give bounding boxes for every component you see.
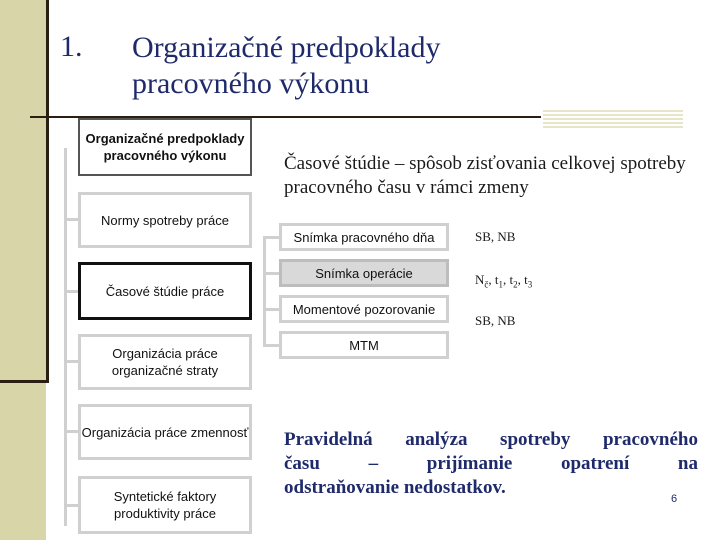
left-decor-line-horizontal [0,380,49,383]
org-tree [56,118,256,538]
page-number: 6 [671,493,678,505]
definition-text: Časové štúdie – spôsob zisťovania celkovej spotreby pracovného času v rámci zmeny [284,153,686,198]
slide-title-line1: Organizačné predpoklady [132,31,441,64]
methods-branch [263,308,279,311]
tree-root: Organizačné predpoklady pracovného výkonu [78,118,252,176]
tree-item-organizacia-straty: Organizácia práce organizačné straty [78,334,252,390]
tree-item-normy: Normy spotreby práce [78,192,252,248]
left-decor-line [46,0,49,383]
method-note-3: SB, NB [475,313,516,328]
slide-title-line2: pracovného výkonu [132,67,370,100]
conclusion-line3: odstraňovanie nedostatkov. [284,477,506,498]
slide-title [132,30,440,102]
tree-item-casove-studie: Časové štúdie práce [78,262,252,320]
conclusion-line1: Pravidelná analýza spotreby pracovného [284,429,698,450]
methods-branch [263,272,279,275]
left-decor-band [0,0,46,540]
method-mtm: MTM [279,331,449,359]
rule-decor-box [541,108,685,130]
method-note-1: SB, NB [475,229,516,244]
method-note-2: $N_č$, $t_1$, $t_2$, $t_3$ [475,272,533,290]
tree-connector [64,148,67,526]
tree-item-organizacia-zmennost: Organizácia práce zmennosť [78,404,252,460]
method-snimka-dna: Snímka pracovného dňa [279,223,449,251]
methods-connector [263,236,266,346]
methods-branch [263,344,279,347]
methods-branch [263,236,279,239]
slide-number: 1. [60,30,83,63]
conclusion-line2: času – prijímanie opatrení na [284,453,698,474]
method-momentove: Momentové pozorovanie [279,295,449,323]
method-snimka-operacie: Snímka operácie [279,259,449,287]
conclusion-text [284,428,698,500]
tree-item-syntetike-faktory: Syntetické faktory produktivity práce [78,476,252,534]
